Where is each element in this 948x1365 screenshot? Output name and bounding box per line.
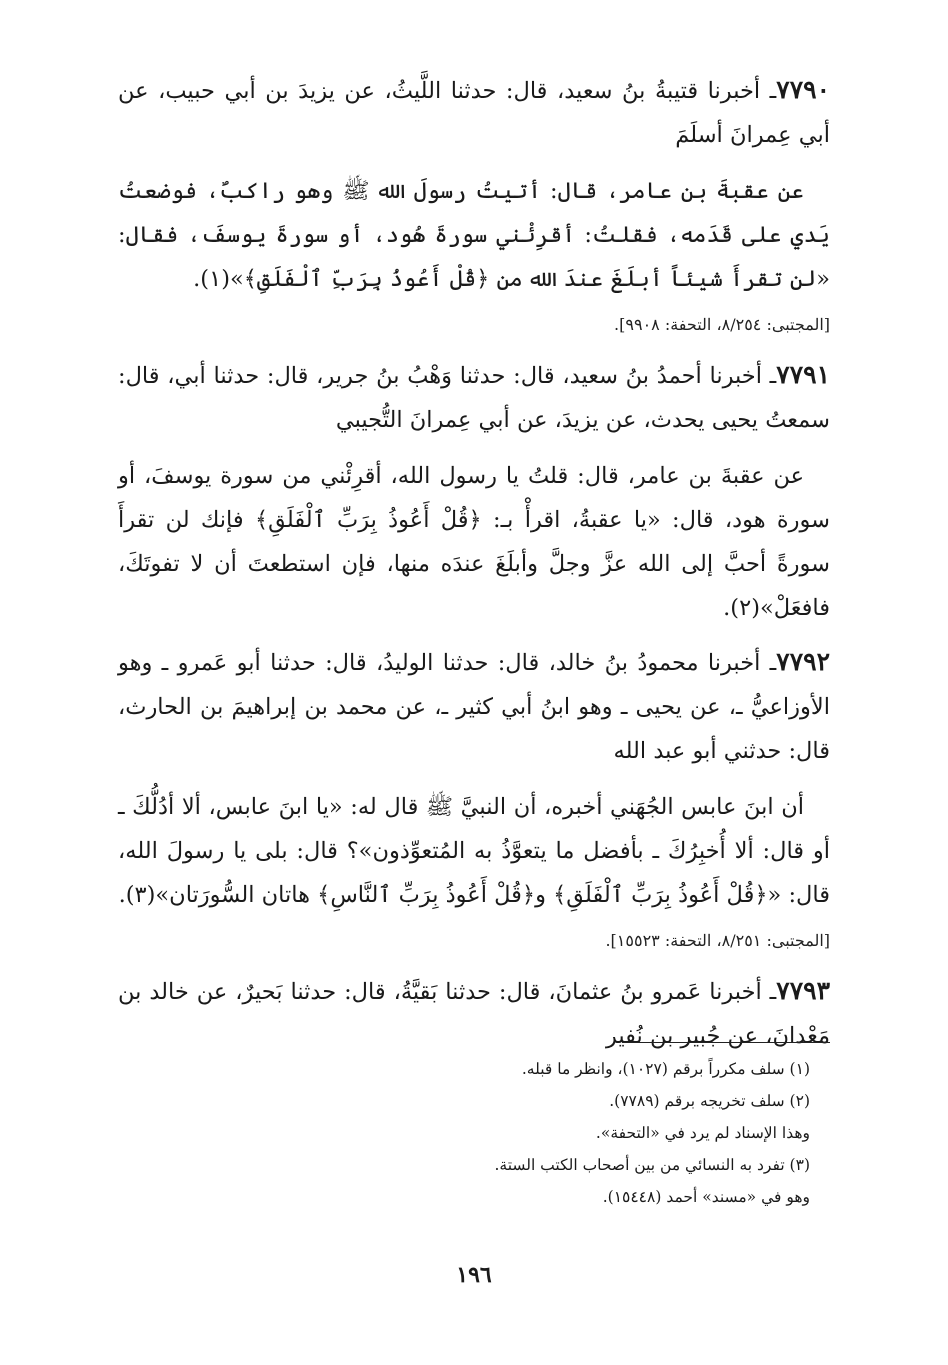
- hadith-reference: [المجتبى: ٨/٢٥٤، التحفة: ٩٩٠٨].: [614, 315, 830, 334]
- hadith-isnad: [118, 969, 830, 1058]
- page-number: ١٩٦: [456, 1262, 492, 1288]
- footnote-separator: [622, 1042, 830, 1043]
- hadith-reference: [المجتبى: ٨/٢٥١، التحفة: ١٥٥٢٣].: [605, 931, 830, 950]
- footnote: وهذا الإسناد لم يرد في «التحفة».: [595, 1124, 810, 1142]
- hadith-matn: عن عقبةَ بن عامر، قال: أتيتُ رسولَ الله ﷺ وهو راكبٌ، فوضعتُ يَدي على قَدَمه، فقلتُ: أقرِئْني سورةَ هُود، أو سورةَ يوسفَ، فقال: «لن تقرأَ شيئاً أبلَغَ عندَ الله من ﴿قُلْ أَعُوذُ بِرَبِّ ٱلْفَلَقِ﴾»(١).: [118, 178, 830, 292]
- isnad-text: ـ أخبرنا عَمرو بنُ عثمانَ، قال: حدثنا بَقيَّةُ، قال: حدثنا بَحيرٌ، عن خالد بن مَعْدانَ، عن جُبير بن نُفير: [118, 979, 830, 1049]
- footnote: (١) سلف مكرراً برقم (١٠٢٧)، وانظر ما قبله.: [521, 1060, 810, 1078]
- isnad-text: ـ أخبرنا محمودُ بنُ خالد، قال: حدثنا الوليدُ، قال: حدثنا أبو عَمرو ـ وهو الأوزاعيُّ ـ، عن يحيى ـ وهو ابنُ أبي كثير ـ، عن محمد بن إبراهيمَ بن الحارث، قال: حدثني أبو عبد الله: [118, 650, 830, 764]
- hadith-number: ٧٧٩٢: [776, 647, 830, 676]
- footnote: (٢) سلف تخريجه برقم (٧٧٨٩).: [609, 1092, 810, 1110]
- hadith-number: ٧٧٩١: [776, 360, 830, 389]
- footnote: (٣) تفرد به النسائي من بين أصحاب الكتب الستة.: [494, 1156, 810, 1174]
- hadith-number: ٧٧٩٣: [776, 976, 830, 1005]
- isnad-text: ـ أخبرنا قتيبةُ بنُ سعيد، قال: حدثنا اللَّيثُ، عن يزيدَ بن أبي حبيب، عن أبي عِمرانَ أسلَمَ: [118, 78, 830, 148]
- hadith-isnad: [118, 353, 830, 442]
- hadith-isnad: [118, 68, 830, 157]
- footnote: وهو في «مسند» أحمد (١٥٤٤٨).: [602, 1188, 810, 1206]
- hadith-number: ٧٧٩٠: [776, 75, 830, 104]
- hadith-matn: أن ابنَ عابس الجُهَني أخبره، أن النبيَّ ﷺ قال له: «يا ابنَ عابس، ألا أدُلُّكَ ـ أو قال: ألا أُخبِرُكَ ـ بأفضل ما يتعوَّذُ به المُتعوِّذون»؟ قال: بلى يا رسولَ الله، قال: «﴿قُلْ أَعُوذُ بِرَبِّ ٱلْفَلَقِ﴾ و﴿قُلْ أَعُوذُ بِرَبِّ ٱلنَّاسِ﴾ هاتان السُّورَتان»(٣).: [118, 794, 830, 908]
- hadith-matn: عن عقبةَ بن عامر، قال: قلتُ يا رسول الله، أقرِئْني من سورة يوسفَ، أو سورة هود، قال: «يا عقبةُ، اقرأْ بـ: ﴿قُلْ أَعُوذُ بِرَبِّ ٱلْفَلَقِ﴾ فإنك لن تقرأَ سورةً أحبَّ إلى الله عزَّ وجلَّ وأبلَغَ عندَه منها، فإن استطعتَ أن لا تفوتَكَ، فافعَلْ»(٢).: [118, 463, 830, 621]
- hadith-isnad: [118, 640, 830, 773]
- main-text: [118, 68, 830, 1070]
- footnotes: [190, 1053, 810, 1213]
- isnad-text: ـ أخبرنا أحمدُ بنُ سعيد، قال: حدثنا وَهْبُ بنُ جرير، قال: حدثنا أبي، قال: سمعتُ يحيى يحدث، عن يزيدَ، عن أبي عِمرانَ التُّجيبي: [118, 363, 830, 433]
